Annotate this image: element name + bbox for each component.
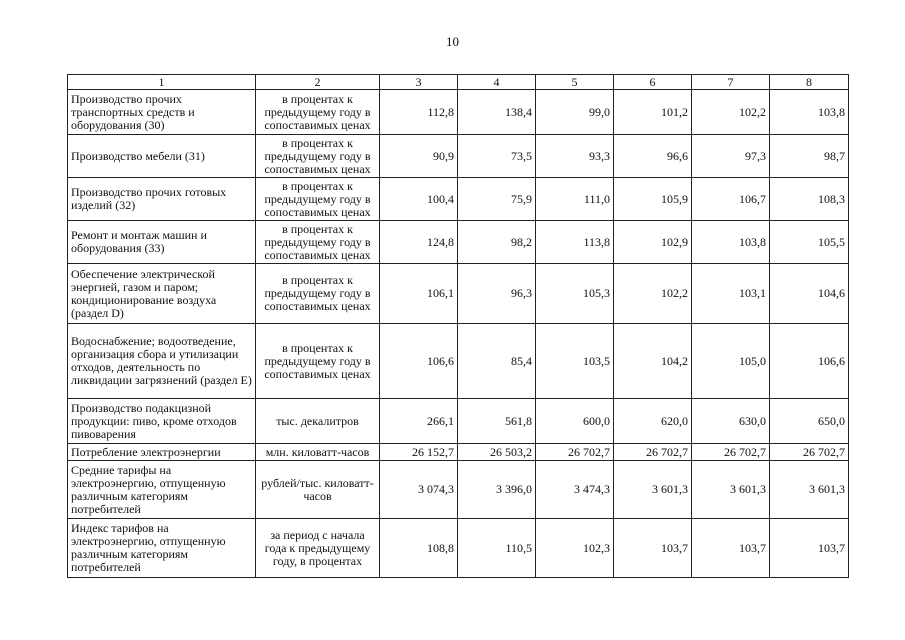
value-cell: 26 503,2 (458, 444, 536, 461)
indicator-unit: за период с начала года к предыдущему году, в процентах (256, 519, 380, 578)
value-cell: 112,8 (380, 90, 458, 135)
column-header: 5 (536, 75, 614, 90)
table-row (68, 519, 849, 578)
value-cell: 3 601,3 (692, 461, 770, 519)
value-cell: 3 474,3 (536, 461, 614, 519)
value-cell: 96,6 (614, 135, 692, 178)
value-cell: 138,4 (458, 90, 536, 135)
value-cell: 600,0 (536, 399, 614, 444)
table-row (68, 221, 849, 264)
value-cell: 103,7 (614, 519, 692, 578)
value-cell: 108,8 (380, 519, 458, 578)
value-cell: 102,9 (614, 221, 692, 264)
value-cell: 103,7 (692, 519, 770, 578)
table-row (68, 264, 849, 324)
value-cell: 110,5 (458, 519, 536, 578)
table-row (68, 135, 849, 178)
value-cell: 96,3 (458, 264, 536, 324)
table-row (68, 178, 849, 221)
value-cell: 26 702,7 (536, 444, 614, 461)
column-header: 1 (68, 75, 256, 90)
value-cell: 106,6 (770, 324, 849, 399)
value-cell: 113,8 (536, 221, 614, 264)
indicator-name: Производство прочих готовых изделий (32) (68, 178, 256, 221)
indicator-unit: тыс. декалитров (256, 399, 380, 444)
table-row (68, 461, 849, 519)
value-cell: 106,6 (380, 324, 458, 399)
value-cell: 124,8 (380, 221, 458, 264)
value-cell: 3 074,3 (380, 461, 458, 519)
indicator-name: Производство подакцизной продукции: пиво, кроме отходов пивоварения (68, 399, 256, 444)
value-cell: 105,5 (770, 221, 849, 264)
column-header: 3 (380, 75, 458, 90)
value-cell: 620,0 (614, 399, 692, 444)
indicators-table (67, 74, 849, 578)
table-row (68, 444, 849, 461)
value-cell: 99,0 (536, 90, 614, 135)
indicator-name: Производство прочих транспортных средств и оборудования (30) (68, 90, 256, 135)
value-cell: 3 601,3 (770, 461, 849, 519)
value-cell: 266,1 (380, 399, 458, 444)
value-cell: 26 702,7 (770, 444, 849, 461)
indicator-unit: в процентах к предыдущему году в сопоставимых ценах (256, 135, 380, 178)
value-cell: 90,9 (380, 135, 458, 178)
value-cell: 26 702,7 (614, 444, 692, 461)
indicator-unit: в процентах к предыдущему году в сопоставимых ценах (256, 90, 380, 135)
indicator-name: Производство мебели (31) (68, 135, 256, 178)
value-cell: 3 601,3 (614, 461, 692, 519)
value-cell: 3 396,0 (458, 461, 536, 519)
indicator-name: Ремонт и монтаж машин и оборудования (33) (68, 221, 256, 264)
indicator-unit: в процентах к предыдущему году в сопоставимых ценах (256, 221, 380, 264)
value-cell: 98,7 (770, 135, 849, 178)
table-row (68, 399, 849, 444)
value-cell: 26 152,7 (380, 444, 458, 461)
value-cell: 100,4 (380, 178, 458, 221)
value-cell: 102,3 (536, 519, 614, 578)
column-header: 6 (614, 75, 692, 90)
value-cell: 102,2 (614, 264, 692, 324)
column-header: 2 (256, 75, 380, 90)
value-cell: 103,8 (692, 221, 770, 264)
value-cell: 103,1 (692, 264, 770, 324)
indicator-unit: в процентах к предыдущему году в сопоставимых ценах (256, 264, 380, 324)
indicator-unit: в процентах к предыдущему году в сопоставимых ценах (256, 178, 380, 221)
value-cell: 105,3 (536, 264, 614, 324)
value-cell: 108,3 (770, 178, 849, 221)
indicator-name: Водоснабжение; водоотведение, организация сбора и утилизации отходов, деятельность по ликвидации загрязнений (раздел E) (68, 324, 256, 399)
value-cell: 75,9 (458, 178, 536, 221)
value-cell: 98,2 (458, 221, 536, 264)
value-cell: 97,3 (692, 135, 770, 178)
value-cell: 93,3 (536, 135, 614, 178)
value-cell: 102,2 (692, 90, 770, 135)
page-number: 10 (446, 34, 459, 49)
indicator-name: Средние тарифы на электроэнергию, отпущенную различным категориям потребителей (68, 461, 256, 519)
value-cell: 73,5 (458, 135, 536, 178)
column-header: 7 (692, 75, 770, 90)
value-cell: 111,0 (536, 178, 614, 221)
value-cell: 104,2 (614, 324, 692, 399)
indicator-name: Потребление электроэнергии (68, 444, 256, 461)
value-cell: 103,7 (770, 519, 849, 578)
header-row (68, 75, 849, 90)
indicator-unit: в процентах к предыдущему году в сопоставимых ценах (256, 324, 380, 399)
value-cell: 104,6 (770, 264, 849, 324)
value-cell: 561,8 (458, 399, 536, 444)
value-cell: 101,2 (614, 90, 692, 135)
indicator-name: Обеспечение электрической энергией, газом и паром; кондиционирование воздуха (раздел D) (68, 264, 256, 324)
value-cell: 85,4 (458, 324, 536, 399)
indicator-unit: млн. киловатт-часов (256, 444, 380, 461)
value-cell: 103,5 (536, 324, 614, 399)
column-header: 4 (458, 75, 536, 90)
indicator-name: Индекс тарифов на электроэнергию, отпущенную различным категориям потребителей (68, 519, 256, 578)
value-cell: 105,0 (692, 324, 770, 399)
column-header: 8 (770, 75, 849, 90)
value-cell: 105,9 (614, 178, 692, 221)
value-cell: 630,0 (692, 399, 770, 444)
value-cell: 103,8 (770, 90, 849, 135)
value-cell: 650,0 (770, 399, 849, 444)
value-cell: 106,1 (380, 264, 458, 324)
indicator-unit: рублей/тыс. киловатт-часов (256, 461, 380, 519)
value-cell: 26 702,7 (692, 444, 770, 461)
value-cell: 106,7 (692, 178, 770, 221)
table-row (68, 90, 849, 135)
table-row (68, 324, 849, 399)
